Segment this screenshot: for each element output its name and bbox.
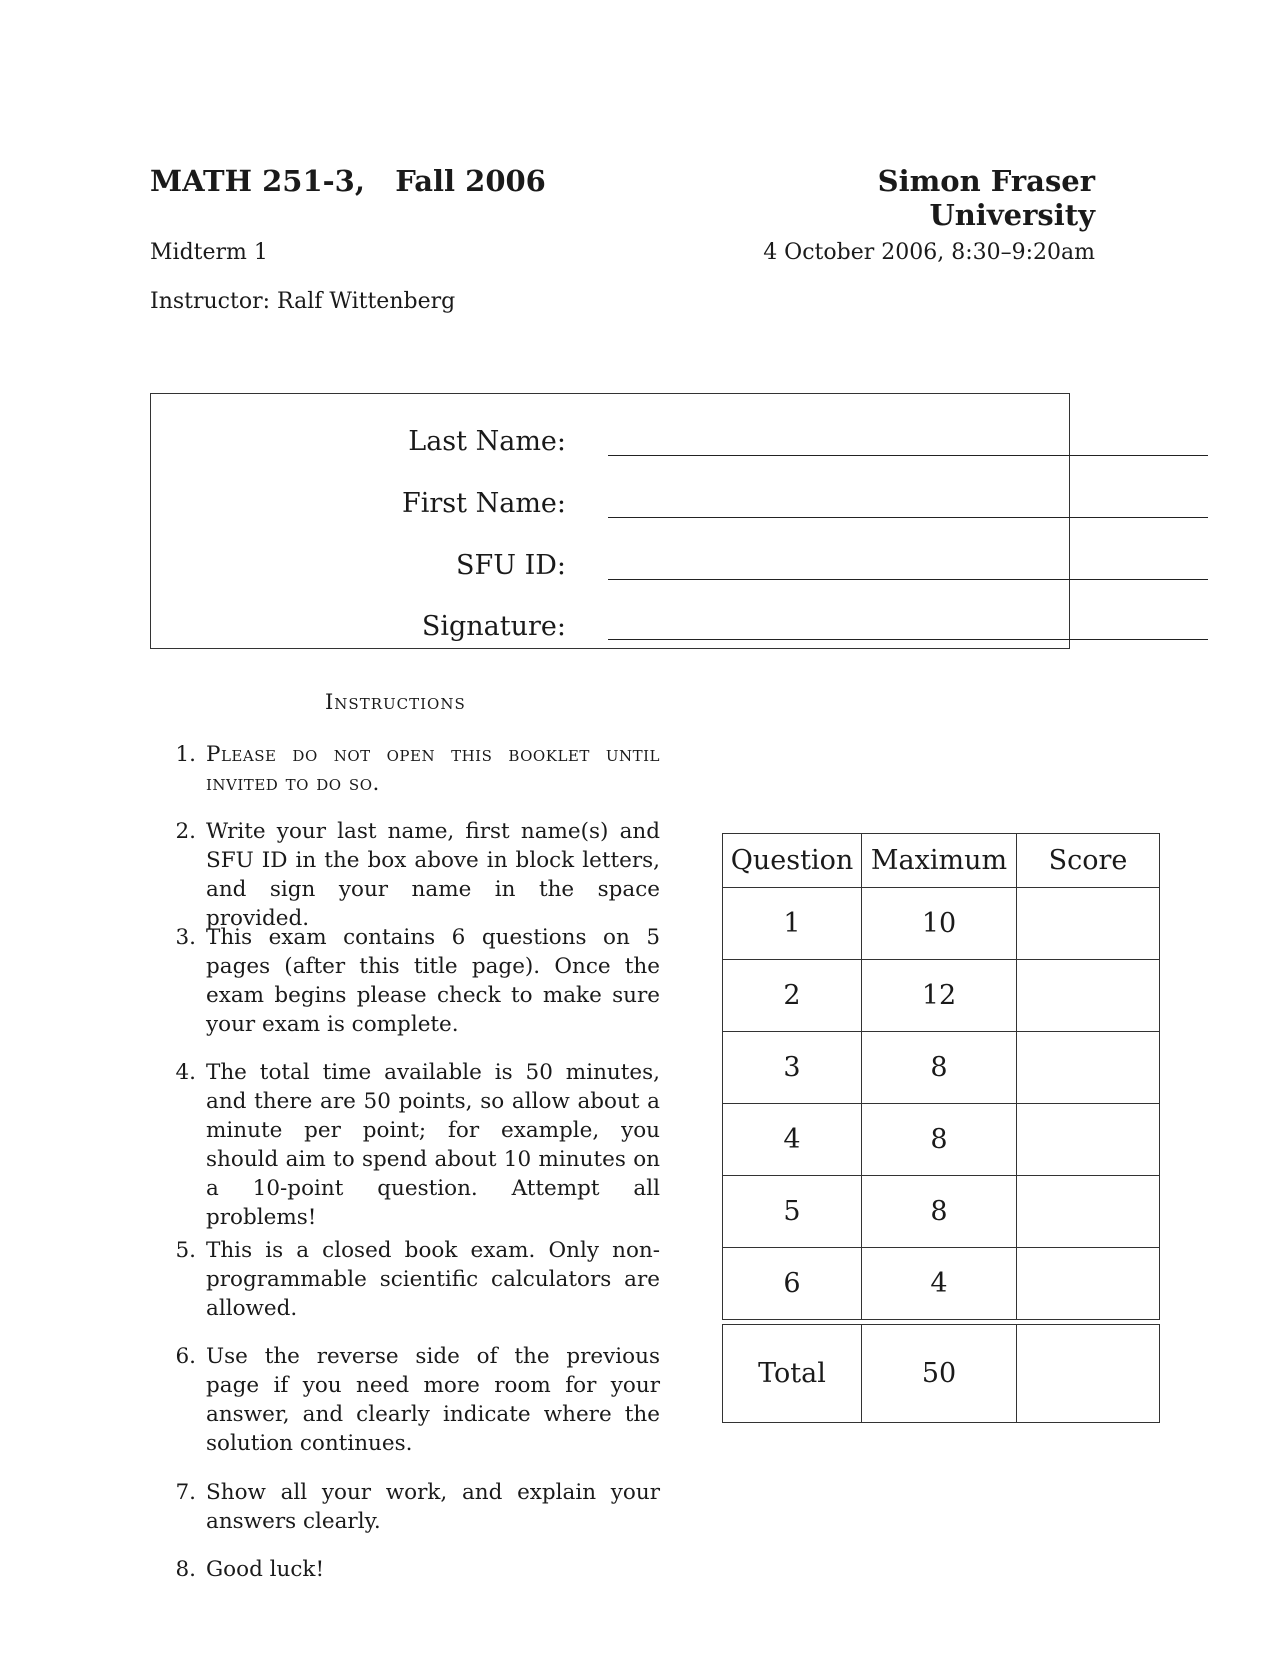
table-row	[723, 1104, 1160, 1176]
instructions-heading: Instructions	[325, 690, 466, 714]
table-row	[723, 888, 1160, 960]
maximum-cell: 8	[862, 1032, 1017, 1104]
maximum-cell: 10	[862, 888, 1017, 960]
question-cell: 3	[723, 1032, 862, 1104]
maximum-cell: 8	[862, 1104, 1017, 1176]
total-row	[723, 1325, 1160, 1423]
question-cell: 5	[723, 1176, 862, 1248]
exam-date: 4 October 2006, 8:30–9:20am	[763, 240, 1095, 265]
question-cell: 4	[723, 1104, 862, 1176]
question-cell: 2	[723, 960, 862, 1032]
total-maximum: 50	[862, 1325, 1017, 1423]
header-question: Question	[723, 834, 862, 888]
course-title: MATH 251-3, Fall 2006	[150, 164, 546, 198]
sfu-id-line[interactable]	[608, 579, 1208, 580]
header-score: Score	[1017, 834, 1160, 888]
university-name: Simon Fraser University	[877, 164, 1095, 232]
instructor-line: Instructor: Ralf Wittenberg	[150, 289, 456, 314]
signature-line[interactable]	[608, 639, 1208, 640]
question-cell: 6	[723, 1248, 862, 1320]
last-name-line[interactable]	[608, 455, 1208, 456]
total-score-cell[interactable]	[1017, 1325, 1160, 1423]
table-row	[723, 1248, 1160, 1320]
score-cell[interactable]	[1017, 1176, 1160, 1248]
maximum-cell: 12	[862, 960, 1017, 1032]
exam-name: Midterm 1	[150, 240, 268, 265]
header-maximum: Maximum	[862, 834, 1017, 888]
student-id-box	[150, 393, 1070, 649]
table-row	[723, 960, 1160, 1032]
sfu-id-label: SFU ID:	[456, 550, 566, 581]
first-name-line[interactable]	[608, 517, 1208, 518]
score-cell[interactable]	[1017, 1032, 1160, 1104]
table-row	[723, 1032, 1160, 1104]
total-label: Total	[723, 1325, 862, 1423]
last-name-label: Last Name:	[408, 426, 566, 457]
score-table	[722, 833, 1160, 1320]
first-name-label: First Name:	[402, 488, 566, 519]
total-table	[722, 1324, 1160, 1423]
score-cell[interactable]	[1017, 888, 1160, 960]
table-row	[723, 1176, 1160, 1248]
score-cell[interactable]	[1017, 960, 1160, 1032]
signature-label: Signature:	[421, 611, 566, 642]
maximum-cell: 4	[862, 1248, 1017, 1320]
score-cell[interactable]	[1017, 1248, 1160, 1320]
maximum-cell: 8	[862, 1176, 1017, 1248]
score-cell[interactable]	[1017, 1104, 1160, 1176]
question-cell: 1	[723, 888, 862, 960]
table-header-row	[723, 834, 1160, 888]
